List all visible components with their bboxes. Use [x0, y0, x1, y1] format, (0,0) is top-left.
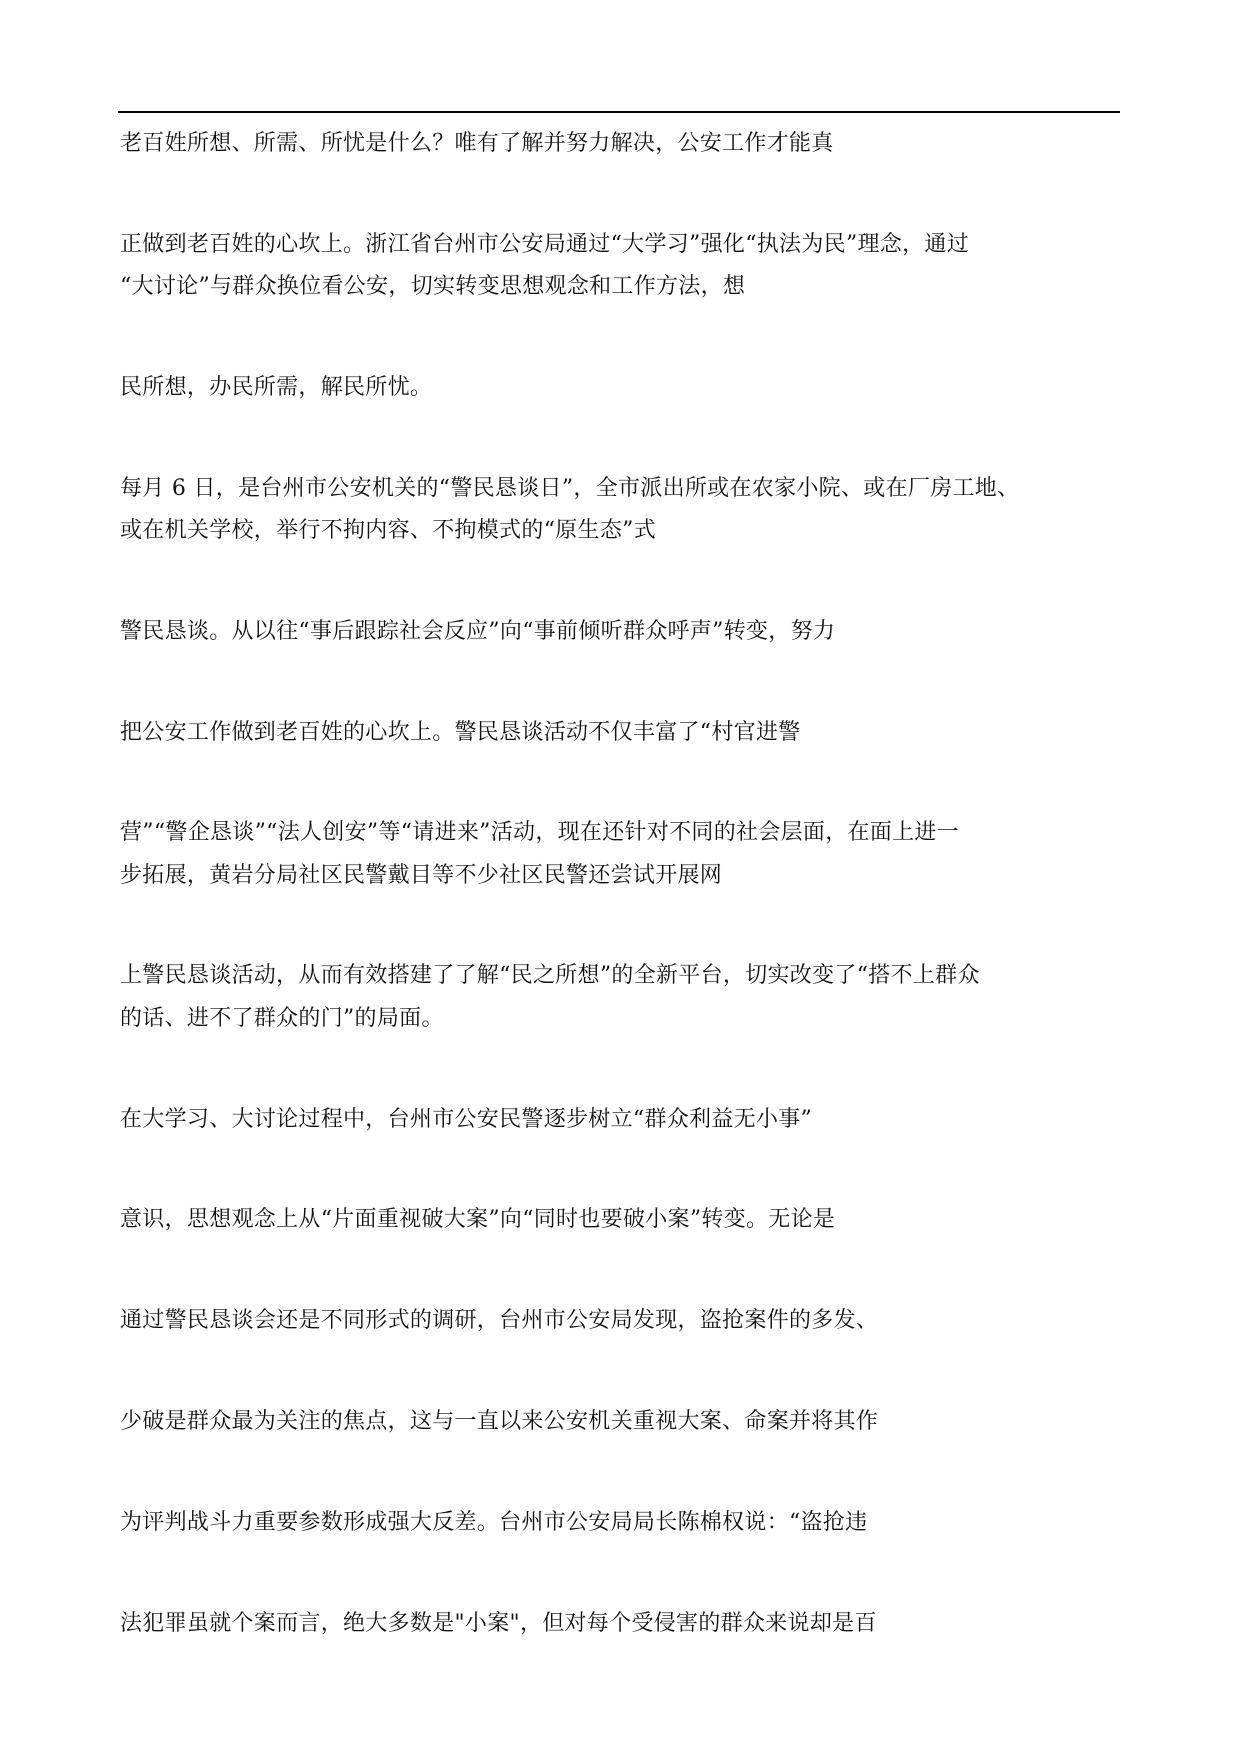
text-line: 意识，思想观念上从“片面重视破大案”向“同时也要破小案”转变。无论是	[120, 1207, 836, 1232]
text-line: 的话、进不了群众的门”的局面。	[120, 1006, 444, 1031]
text-line: 每月 6 日，是台州市公安机关的“警民恳谈日”，全市派出所或在农家小院、或在厂房工地、	[120, 476, 1020, 501]
text-line: 为评判战斗力重要参数形成强大反差。台州市公安局局长陈棉权说：“盗抢违	[120, 1510, 868, 1535]
text-line: 营”“警企恳谈”“法人创安”等“请进来”活动，现在还针对不同的社会层面，在面上进一	[120, 820, 960, 845]
text-line: 或在机关学校，举行不拘内容、不拘模式的“原生态”式	[120, 518, 656, 543]
text-line: 步拓展，黄岩分局社区民警戴目等不少社区民警还尝试开展网	[120, 863, 723, 888]
text-line: 法犯罪虽就个案而言，绝大多数是"小案"，但对每个受侵害的群众来说却是百	[120, 1611, 877, 1636]
text-line: 民所想，办民所需，解民所忧。	[120, 375, 433, 400]
text-line: “大讨论”与群众换位看公安，切实转变思想观念和工作方法，想	[120, 274, 746, 299]
text-line: 把公安工作做到老百姓的心坎上。警民恳谈活动不仅丰富了“村官进警	[120, 720, 801, 745]
text-line: 少破是群众最为关注的焦点，这与一直以来公安机关重视大案、命案并将其作	[120, 1409, 879, 1434]
text-line: 通过警民恳谈会还是不同形式的调研，台州市公安局发现，盗抢案件的多发、	[120, 1308, 879, 1333]
text-line: 上警民恳谈活动，从而有效搭建了了解“民之所想”的全新平台，切实改变了“搭不上群众	[120, 963, 980, 988]
text-line: 正做到老百姓的心坎上。浙江省台州市公安局通过“大学习”强化“执法为民”理念，通过	[120, 232, 969, 257]
header-rule	[118, 111, 1120, 113]
text-line: 警民恳谈。从以往“事后跟踪社会反应”向“事前倾听群众呼声”转变，努力	[120, 619, 836, 644]
text-line: 在大学习、大讨论过程中，台州市公安民警逐步树立“群众利益无小事”	[120, 1107, 813, 1132]
text-line: 老百姓所想、所需、所忧是什么？唯有了解并努力解决，公安工作才能真	[120, 131, 834, 156]
